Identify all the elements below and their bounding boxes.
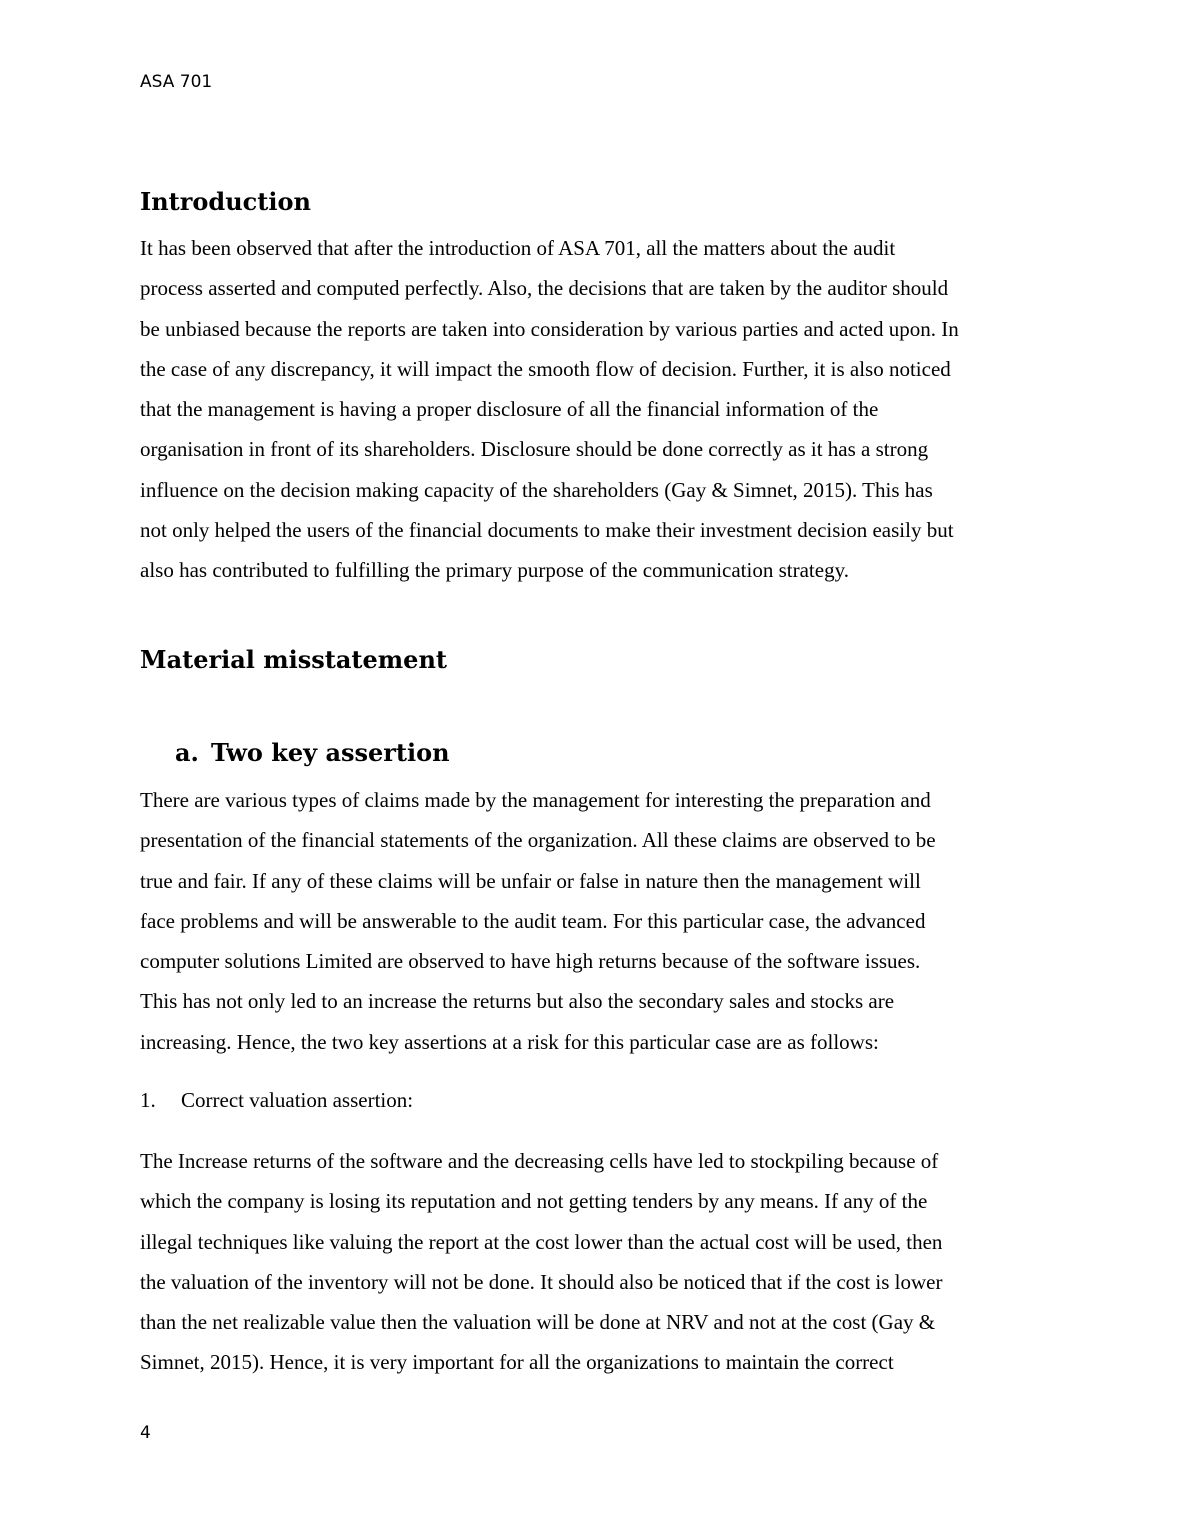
list-item-text: Correct valuation assertion: xyxy=(181,1088,414,1112)
introduction-heading: Introduction xyxy=(140,187,311,216)
running-header: ASA 701 xyxy=(140,72,213,92)
paragraph-line: be unbiased because the reports are taken into consideration by various parties and acted upon. In xyxy=(140,316,959,341)
two-key-assertion-heading xyxy=(175,738,450,768)
material-misstatement-heading: Material misstatement xyxy=(140,645,447,674)
paragraph-line: the case of any discrepancy, it will impact the smooth flow of decision. Further, it is also noticed xyxy=(140,356,951,381)
page-number: 4 xyxy=(140,1423,151,1443)
paragraph-line: Simnet, 2015). Hence, it is very important for all the organizations to maintain the correct xyxy=(140,1350,894,1375)
paragraph-line: which the company is losing its reputation and not getting tenders by any means. If any of the xyxy=(140,1189,928,1214)
paragraph-line: the valuation of the inventory will not be done. It should also be noticed that if the cost is lower xyxy=(140,1269,943,1294)
paragraph-line: than the net realizable value then the valuation will be done at NRV and not at the cost (Gay & xyxy=(140,1310,936,1335)
introduction-paragraph xyxy=(140,228,1055,591)
subheading-title: Two key assertion xyxy=(211,738,450,767)
paragraph-line: organisation in front of its shareholders. Disclosure should be done correctly as it has a strong xyxy=(140,437,929,462)
paragraph-line: increasing. Hence, the two key assertions at a risk for this particular case are as follows: xyxy=(140,1029,879,1054)
paragraph-line: There are various types of claims made by the management for interesting the preparation and xyxy=(140,788,931,812)
paragraph-line: also has contributed to fulfilling the primary purpose of the communication strategy. xyxy=(140,558,849,583)
numbered-list-item xyxy=(140,1085,413,1115)
paragraph-line: true and fair. If any of these claims will be unfair or false in nature then the management will xyxy=(140,868,921,893)
paragraph-line: The Increase returns of the software and the decreasing cells have led to stockpiling because of xyxy=(140,1149,939,1173)
paragraph-line: This has not only led to an increase the returns but also the secondary sales and stocks are xyxy=(140,989,895,1014)
paragraph-line: face problems and will be answerable to the audit team. For this particular case, the advanced xyxy=(140,908,926,933)
paragraph-line: process asserted and computed perfectly. Also, the decisions that are taken by the auditor should xyxy=(140,276,949,301)
valuation-paragraph xyxy=(140,1141,1055,1383)
subheading-marker: a. xyxy=(175,738,199,767)
list-number: 1. xyxy=(140,1088,156,1112)
paragraph-line: presentation of the financial statements of the organization. All these claims are observed to be xyxy=(140,828,936,853)
paragraph-line: that the management is having a proper disclosure of all the financial information of the xyxy=(140,397,879,422)
paragraph-line: computer solutions Limited are observed to have high returns because of the software issues. xyxy=(140,949,921,974)
paragraph-line: influence on the decision making capacity of the shareholders (Gay & Simnet, 2015). This has xyxy=(140,477,933,502)
assertion-paragraph xyxy=(140,780,1055,1062)
paragraph-line: It has been observed that after the introduction of ASA 701, all the matters about the audit xyxy=(140,236,896,260)
paragraph-line: illegal techniques like valuing the report at the cost lower than the actual cost will be used, then xyxy=(140,1229,943,1254)
paragraph-line: not only helped the users of the financial documents to make their investment decision easily but xyxy=(140,518,954,543)
